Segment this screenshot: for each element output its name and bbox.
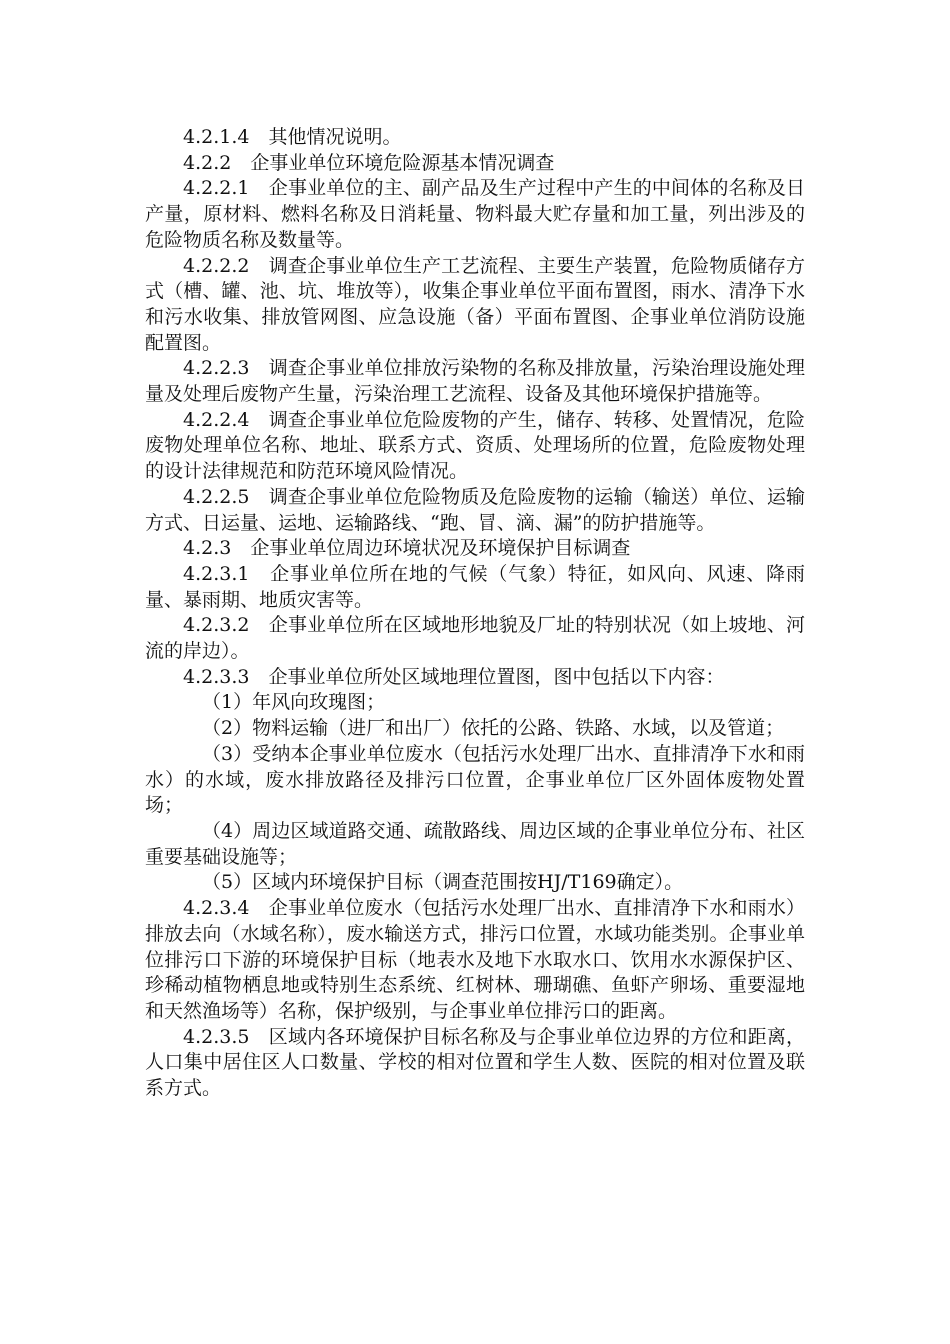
paragraph-4-2-2-3: 4.2.2.3 调查企事业单位排放污染物的名称及排放量，污染治理设施处理量及处理后废物产生量，污染治理工艺流程、设备及其他环境保护措施等。 — [145, 357, 805, 406]
paragraph-4-2-2-5: 4.2.2.5 调查企事业单位危险物质及危险废物的运输（输送）单位、运输方式、日运量、运地、运输路线、“跑、冒、滴、漏”的防护措施等。 — [145, 485, 805, 534]
list-item-2: （2）物料运输（进厂和出厂）依托的公路、铁路、水域，以及管道； — [202, 717, 785, 740]
list-item-1: （1）年风向玫瑰图； — [202, 691, 386, 714]
list-item-5: （5）区域内环境保护目标（调查范围按HJ/T169确定）。 — [202, 871, 684, 894]
paragraph-4-2-3-2: 4.2.3.2 企事业单位所在区域地形地貌及厂址的特别状况（如上坡地、河流的岸边）。 — [145, 614, 805, 663]
document-body — [145, 125, 805, 1102]
heading-4-2-2: 4.2.2 企事业单位环境危险源基本情况调查 — [183, 151, 555, 174]
paragraph-4-2-2-4: 4.2.2.4 调查企事业单位危险废物的产生，储存、转移、处置情况，危险废物处理单位名称、地址、联系方式、资质、处理场所的位置，危险废物处理的设计法律规范和防范环境风险情况。 — [145, 408, 805, 483]
list-item-3: （3）受纳本企事业单位废水（包括污水处理厂出水、直排清净下水和雨水）的水域，废水排放路径及排污口位置，企事业单位厂区外固体废物处置场； — [145, 742, 805, 817]
paragraph-4-2-3-1: 4.2.3.1 企事业单位所在地的气候（气象）特征，如风向、风速、降雨量、暴雨期、地质灾害等。 — [145, 562, 805, 611]
paragraph-4-2-2-2: 4.2.2.2 调查企事业单位生产工艺流程、主要生产装置，危险物质储存方式（槽、罐、池、坑、堆放等），收集企事业单位平面布置图，雨水、清净下水和污水收集、排放管网图、应急设施（备）平面布置图、企事业单位消防设施配置图。 — [145, 254, 805, 354]
paragraph-4-2-3-3: 4.2.3.3 企事业单位所处区域地理位置图，图中包括以下内容： — [183, 665, 725, 688]
paragraph-4-2-3-4: 4.2.3.4 企事业单位废水（包括污水处理厂出水、直排清净下水和雨水）排放去向（水域名称），废水输送方式，排污口位置，水域功能类别。企事业单位排污口下游的环境保护目标（地表水及地下水取水口、饮用水水源保护区、珍稀动植物栖息地或特别生态系统、红树林、珊瑚礁、鱼虾产卵场、重要湿地和天然渔场等）名称，保护级别，与企事业单位排污口的距离。 — [145, 897, 805, 1022]
paragraph-4-2-1-4: 4.2.1.4 其他情况说明。 — [183, 126, 402, 148]
paragraph-4-2-2-1: 4.2.2.1 企事业单位的主、副产品及生产过程中产生的中间体的名称及日产量，原材料、燃料名称及日消耗量、物料最大贮存量和加工量，列出涉及的危险物质名称及数量等。 — [145, 177, 805, 251]
list-item-4: （4）周边区域道路交通、疏散路线、周边区域的企事业单位分布、社区重要基础设施等； — [145, 819, 805, 868]
heading-4-2-3: 4.2.3 企事业单位周边环境状况及环境保护目标调查 — [183, 537, 631, 560]
paragraph-4-2-3-5: 4.2.3.5 区域内各环境保护目标名称及与企事业单位边界的方位和距离，人口集中居住区人口数量、学校的相对位置和学生人数、医院的相对位置及联系方式。 — [145, 1025, 805, 1100]
